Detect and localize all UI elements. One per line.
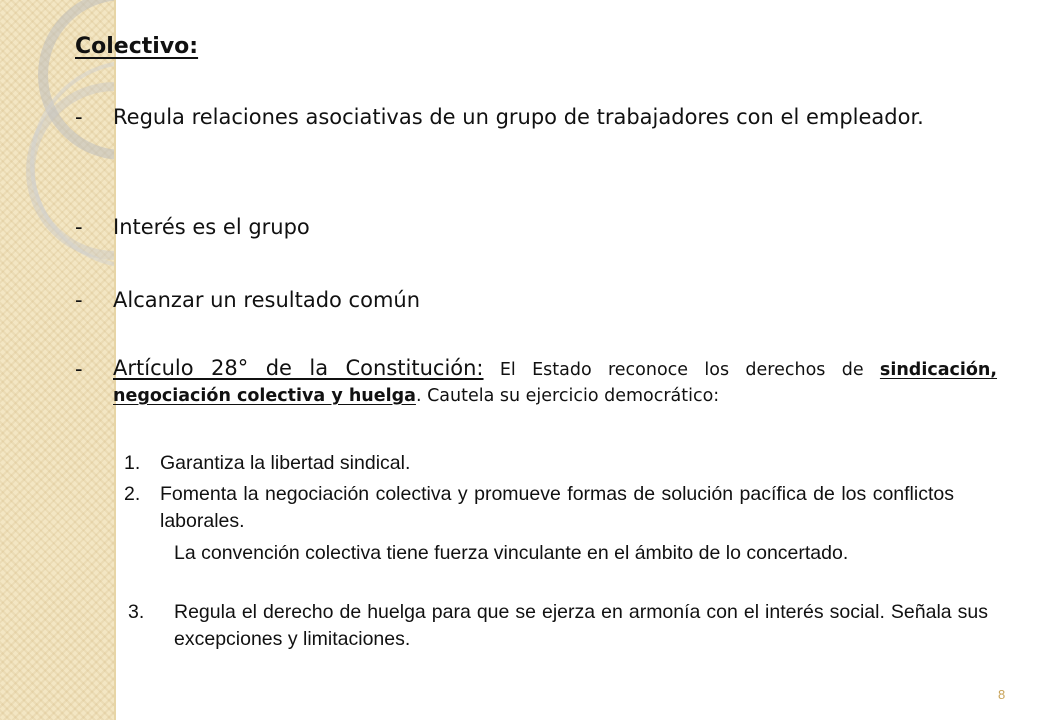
- numbered-item: [124, 450, 954, 477]
- bullet-dash: -: [75, 215, 83, 239]
- article-emphasis: sindicación, negociación colectiva y huelga: [113, 360, 998, 406]
- item-number: 2.: [124, 483, 141, 505]
- item-number: 3.: [128, 601, 145, 623]
- bullet-text: Alcanzar un resultado común: [113, 288, 421, 312]
- article-text: El Estado reconoce los derechos de: [483, 360, 880, 380]
- article-bullet: [75, 355, 997, 409]
- item-text: Regula el derecho de huelga para que se ejerza en armonía con el interés social. Señala sus excepciones y limitaciones.: [174, 601, 988, 650]
- article-lead: Artículo 28° de la Constitución:: [113, 356, 484, 380]
- bullet-text: Regula relaciones asociativas de un grupo de trabajadores con el empleador.: [113, 105, 924, 129]
- bullet-text: Interés es el grupo: [113, 215, 310, 239]
- bullet-item: [75, 99, 997, 136]
- item-note: La convención colectiva tiene fuerza vinculante en el ámbito de lo concertado.: [174, 542, 849, 564]
- bullet-dash: -: [75, 357, 83, 381]
- bullet-dash: -: [75, 288, 83, 312]
- numbered-item: [124, 481, 954, 535]
- item-text: Fomenta la negociación colectiva y promueve formas de solución pacífica de los conflictos laborales.: [160, 483, 954, 532]
- bullet-item: [75, 282, 997, 319]
- item-number: 1.: [124, 452, 141, 474]
- bullet-item: [75, 209, 997, 246]
- article-text: . Cautela su ejercicio democrático:: [415, 386, 720, 406]
- numbered-item: [128, 599, 988, 653]
- article-paragraph: [113, 355, 997, 409]
- slide-title: Colectivo:: [75, 34, 199, 59]
- item-text: Garantiza la libertad sindical.: [160, 452, 411, 474]
- page-number: 8: [998, 687, 1006, 702]
- bullet-dash: -: [75, 105, 83, 129]
